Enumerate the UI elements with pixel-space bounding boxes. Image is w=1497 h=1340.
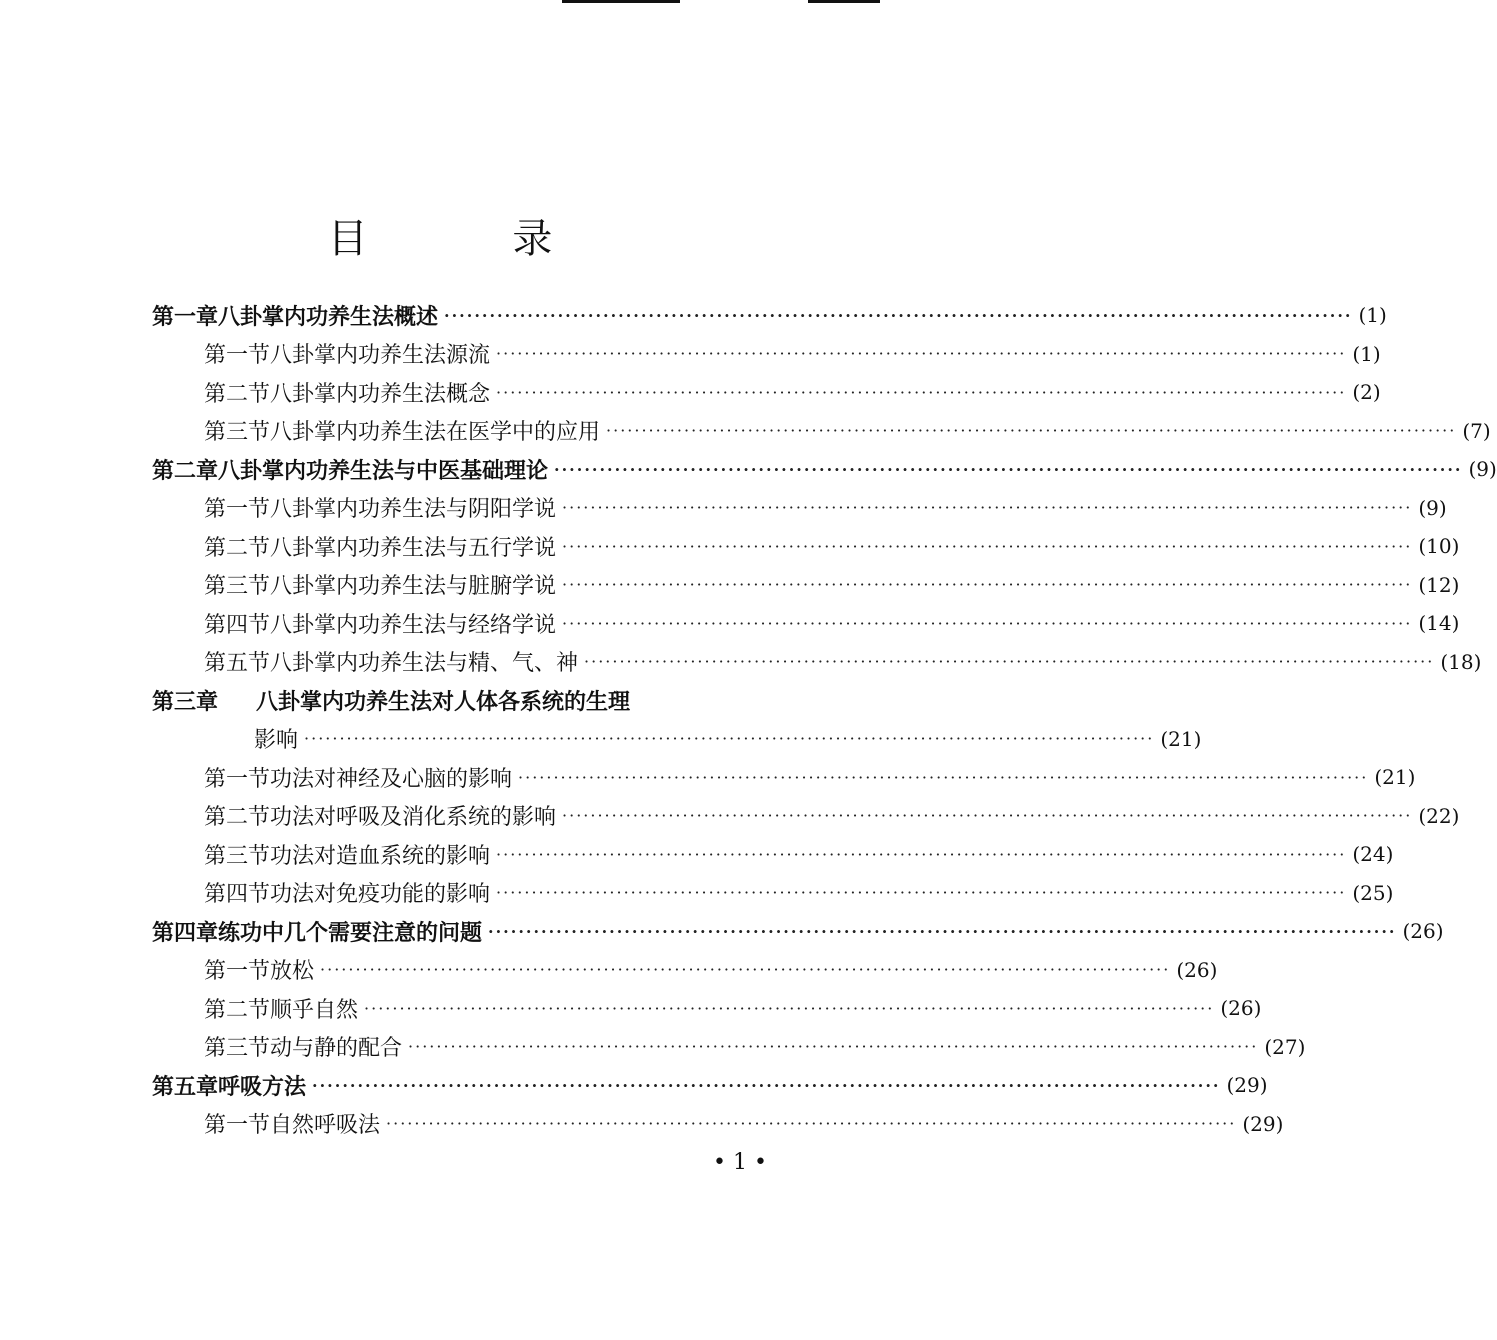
dot-leader: ························································································································ (554, 459, 1463, 479)
toc-entry-page: (24) (1352, 842, 1394, 866)
toc-entry-page: (9) (1468, 457, 1497, 481)
toc-section-row (204, 335, 1381, 373)
toc-entry-label: 第四节 (204, 612, 271, 638)
toc-entry-label: 第二节 (204, 997, 271, 1023)
toc-entry-title: 呼吸方法 (218, 1073, 307, 1100)
toc-entry-page: (22) (1418, 803, 1460, 828)
toc-section-row (204, 1105, 1284, 1143)
dot-leader: ························································································································ (518, 767, 1369, 787)
toc-entry-label: 第五节 (204, 651, 271, 676)
dot-leader: ························································································································ (562, 575, 1413, 594)
toc-entry-title: 动与静的配合 (270, 1036, 403, 1061)
toc-entry-title: 八卦掌内功养生法与精、气、神 (270, 651, 579, 676)
toc-entry-label: 第一章 (152, 303, 219, 330)
toc-entry-page: (29) (1226, 1073, 1268, 1097)
toc-entry-page: (1) (1352, 341, 1381, 366)
toc-entry-label: 第三节 (204, 843, 271, 869)
toc-entry-page: (18) (1440, 649, 1482, 674)
dot-leader: ························································································································ (408, 1037, 1259, 1056)
toc-entry-title: 八卦掌内功养生法概念 (270, 381, 491, 407)
toc-section-row (204, 835, 1394, 873)
toc-entry-title: 功法对免疫功能的影响 (270, 882, 491, 907)
toc-section-row (204, 643, 1482, 681)
toc-entry-label: 第二节 (204, 805, 271, 830)
toc-entry-title: 八卦掌内功养生法与阴阳学说 (270, 497, 557, 522)
toc-entry-label: 第二节 (204, 381, 271, 407)
toc-entry-title: 八卦掌内功养生法概述 (218, 303, 439, 330)
toc-entry-label: 第三节 (204, 574, 271, 599)
toc-entry-title: 练功中几个需要注意的问题 (218, 919, 483, 946)
toc-section-row (204, 874, 1394, 912)
toc-entry-page: (25) (1352, 880, 1394, 905)
toc-section-row (204, 1028, 1306, 1066)
toc-entry-page: (1) (1358, 303, 1387, 327)
dot-leader: ························································································································ (364, 998, 1215, 1018)
dot-leader: ························································································································ (488, 921, 1397, 941)
toc-section-row (204, 412, 1491, 450)
toc-entry-title: 八卦掌内功养生法在医学中的应用 (270, 420, 601, 445)
dot-leader: ························································································································ (496, 344, 1347, 363)
toc-section-row (204, 951, 1218, 989)
dot-leader: ························································································································ (496, 844, 1347, 864)
toc-entry-page: (27) (1264, 1034, 1306, 1059)
toc-section-row (204, 604, 1460, 642)
toc-entry-page: (21) (1374, 765, 1416, 789)
top-rule-right (808, 0, 880, 3)
page-title: 目 录 (327, 215, 619, 262)
toc-chapter-row (152, 1066, 1268, 1104)
toc-entry-title: 八卦掌内功养生法源流 (270, 343, 491, 368)
toc-entry-label: 第二节 (204, 535, 271, 561)
toc-entry-page: (12) (1418, 572, 1460, 597)
dot-leader: ························································································································ (562, 498, 1413, 517)
toc-chapter-row (152, 912, 1444, 950)
toc-entry-label: 第一节 (204, 497, 271, 522)
toc-section-row (204, 489, 1447, 527)
toc-entry-page: (26) (1220, 996, 1262, 1020)
toc-entry-title: 功法对呼吸及消化系统的影响 (270, 805, 557, 830)
dot-leader: ························································································································ (562, 536, 1413, 556)
dot-leader: ························································································································ (496, 883, 1347, 902)
toc-entry-title: 功法对造血系统的影响 (270, 843, 491, 869)
toc-entry-label: 第一节 (204, 343, 271, 368)
page-number: • 1 • (713, 1150, 767, 1175)
toc-entry-label: 第三节 (204, 420, 271, 445)
toc-chapter-row (152, 450, 1497, 488)
toc-entry-page: (14) (1418, 611, 1460, 635)
dot-leader: ························································································································ (386, 1114, 1237, 1133)
toc-entry-title: 八卦掌内功养生法与经络学说 (270, 612, 557, 638)
dot-leader: ························································································································ (320, 960, 1171, 979)
dot-leader: ························································································································ (584, 652, 1435, 671)
toc-entry-label: 第三节 (204, 1036, 271, 1061)
toc-entry-label: 第二章 (152, 457, 219, 484)
toc-entry-label: 第四章 (152, 919, 219, 946)
toc-entry-page: (26) (1402, 919, 1444, 943)
dot-leader: ························································································································ (312, 1075, 1221, 1095)
toc-entry-label: 第五章 (152, 1073, 219, 1100)
toc-entry-title: 八卦掌内功养生法与脏腑学说 (270, 574, 557, 599)
toc-section-row (204, 373, 1381, 411)
toc-entry-title: 放松 (270, 959, 315, 984)
dot-leader: ························································································································ (562, 613, 1413, 633)
toc-entry-page: (7) (1462, 418, 1491, 443)
dot-leader: ························································································································ (444, 305, 1353, 325)
toc-entry-page: (9) (1418, 495, 1447, 520)
toc-entry-label: 第一节 (204, 959, 271, 984)
toc-section-row (204, 566, 1460, 604)
toc-entry-title: 八卦掌内功养生法与五行学说 (270, 535, 557, 561)
toc-entry-page: (10) (1418, 534, 1460, 558)
toc-entry-page: (26) (1176, 957, 1218, 982)
toc-entry-label: 第一节 (204, 1113, 271, 1138)
toc-entry-title: 自然呼吸法 (270, 1113, 381, 1138)
toc-continuation-row (254, 720, 1202, 758)
toc-section-row (204, 989, 1262, 1027)
toc-entry-page: (29) (1242, 1111, 1284, 1136)
toc-chapter-row (152, 681, 812, 719)
toc-entry-label: 第三章 (152, 688, 219, 715)
dot-leader: ························································································································ (606, 421, 1457, 440)
toc-section-row (204, 797, 1460, 835)
top-rule-left (562, 0, 680, 3)
dot-leader: ························································································································ (304, 729, 1155, 748)
toc-section-row (204, 527, 1460, 565)
dot-leader: ························································································································ (562, 806, 1413, 825)
dot-leader: ························································································································ (496, 382, 1347, 402)
toc-entry-page: (2) (1352, 380, 1381, 404)
toc-section-row (204, 758, 1416, 796)
toc-entry-title: 影响 (254, 728, 299, 753)
toc-entry-title: 八卦掌内功养生法对人体各系统的生理 (256, 688, 631, 715)
toc-entry-label: 第一节 (204, 766, 271, 792)
toc-entry-label: 第四节 (204, 882, 271, 907)
toc-entry-page: (21) (1160, 726, 1202, 751)
toc-entry-title: 八卦掌内功养生法与中医基础理论 (218, 457, 549, 484)
toc-entry-title: 功法对神经及心脑的影响 (270, 766, 513, 792)
toc-chapter-row (152, 296, 1387, 334)
toc-entry-title: 顺乎自然 (270, 997, 359, 1023)
